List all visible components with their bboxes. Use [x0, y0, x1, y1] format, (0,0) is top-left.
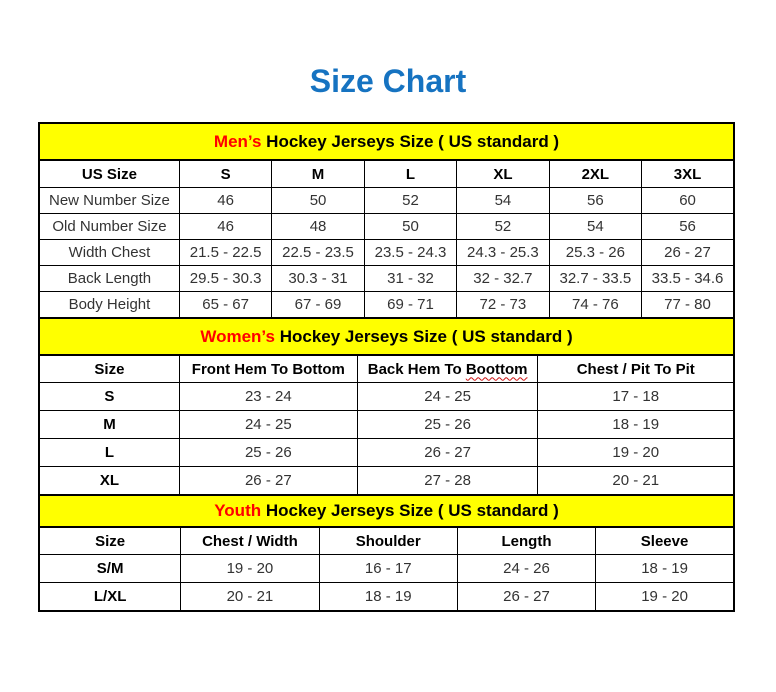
youth-size-value: 18 - 19	[596, 555, 734, 583]
youth-banner-row	[39, 495, 734, 527]
womens-banner-keyword: Women’s	[200, 326, 275, 346]
mens-column-header: 3XL	[642, 160, 734, 188]
mens-table-row	[39, 188, 734, 214]
womens-column-header: Chest / Pit To Pit	[538, 355, 734, 383]
mens-size-value: 72 - 73	[457, 292, 549, 319]
youth-size-value: 26 - 27	[457, 583, 595, 612]
mens-size-value: 77 - 80	[642, 292, 734, 319]
youth-section-banner	[39, 495, 734, 527]
youth-header-row	[39, 527, 734, 555]
mens-size-value: 52	[364, 188, 456, 214]
mens-size-value: 31 - 32	[364, 266, 456, 292]
womens-size-value: 24 - 25	[179, 411, 357, 439]
mens-banner-row	[39, 123, 734, 160]
youth-column-header: Shoulder	[319, 527, 457, 555]
mens-size-value: 22.5 - 23.5	[272, 240, 364, 266]
mens-size-value: 52	[457, 214, 549, 240]
mens-header-row	[39, 160, 734, 188]
womens-size-value: 25 - 26	[357, 411, 538, 439]
page-title: Size Chart	[309, 63, 467, 99]
youth-column-header: Length	[457, 527, 595, 555]
youth-size-table	[38, 494, 735, 612]
youth-table-row	[39, 555, 734, 583]
youth-size-value: 16 - 17	[319, 555, 457, 583]
mens-column-header: XL	[457, 160, 549, 188]
mens-column-header: 2XL	[549, 160, 641, 188]
mens-size-value: 32 - 32.7	[457, 266, 549, 292]
youth-size-value: 19 - 20	[596, 583, 734, 612]
womens-header-row	[39, 355, 734, 383]
youth-column-header: Sleeve	[596, 527, 734, 555]
womens-row-label: L	[39, 439, 179, 467]
mens-table-row	[39, 240, 734, 266]
mens-size-value: 29.5 - 30.3	[179, 266, 271, 292]
mens-row-label: Width Chest	[39, 240, 179, 266]
mens-section-banner	[39, 123, 734, 160]
mens-size-value: 26 - 27	[642, 240, 734, 266]
size-chart-tables	[38, 122, 735, 612]
mens-size-value: 56	[642, 214, 734, 240]
mens-size-value: 69 - 71	[364, 292, 456, 319]
womens-row-label: M	[39, 411, 179, 439]
womens-size-value: 23 - 24	[179, 383, 357, 411]
youth-banner-text: Hockey Jerseys Size ( US standard )	[261, 501, 559, 520]
misspelled-word: Boottom	[465, 360, 528, 378]
mens-size-value: 21.5 - 22.5	[179, 240, 271, 266]
womens-size-value: 25 - 26	[179, 439, 357, 467]
youth-size-value: 24 - 26	[457, 555, 595, 583]
mens-row-label: Old Number Size	[39, 214, 179, 240]
womens-table-row	[39, 439, 734, 467]
womens-table-row	[39, 467, 734, 496]
youth-row-label: L/XL	[39, 583, 181, 612]
mens-table-row	[39, 214, 734, 240]
mens-banner-keyword: Men’s	[213, 131, 262, 151]
mens-size-value: 33.5 - 34.6	[642, 266, 734, 292]
youth-banner-keyword: Youth	[214, 501, 262, 520]
womens-table-row	[39, 411, 734, 439]
mens-size-value: 50	[364, 214, 456, 240]
womens-column-header: Front Hem To Bottom	[179, 355, 357, 383]
mens-size-value: 74 - 76	[549, 292, 641, 319]
mens-size-value: 54	[549, 214, 641, 240]
mens-column-header: L	[364, 160, 456, 188]
mens-column-header: US Size	[39, 160, 179, 188]
womens-size-value: 20 - 21	[538, 467, 734, 496]
womens-banner-row	[39, 318, 734, 355]
womens-size-value: 27 - 28	[357, 467, 538, 496]
mens-size-value: 48	[272, 214, 364, 240]
mens-column-header: M	[272, 160, 364, 188]
womens-size-value: 18 - 19	[538, 411, 734, 439]
mens-table-row	[39, 292, 734, 319]
mens-size-value: 32.7 - 33.5	[549, 266, 641, 292]
mens-size-table	[38, 122, 735, 319]
column-header-text: Back Hem To	[367, 360, 466, 378]
mens-row-label: Back Length	[39, 266, 179, 292]
mens-row-label: Body Height	[39, 292, 179, 319]
mens-column-header: S	[179, 160, 271, 188]
womens-size-table	[38, 317, 735, 496]
womens-banner-text: Hockey Jerseys Size ( US standard )	[274, 326, 573, 346]
mens-size-value: 23.5 - 24.3	[364, 240, 456, 266]
womens-size-value: 26 - 27	[179, 467, 357, 496]
womens-row-label: S	[39, 383, 179, 411]
mens-size-value: 46	[179, 188, 271, 214]
mens-size-value: 50	[272, 188, 364, 214]
womens-size-value: 19 - 20	[538, 439, 734, 467]
mens-size-value: 67 - 69	[272, 292, 364, 319]
mens-banner-text: Hockey Jerseys Size ( US standard )	[261, 131, 560, 151]
womens-size-value: 26 - 27	[357, 439, 538, 467]
mens-size-value: 54	[457, 188, 549, 214]
womens-column-header: Size	[39, 355, 179, 383]
womens-size-value: 24 - 25	[357, 383, 538, 411]
mens-size-value: 30.3 - 31	[272, 266, 364, 292]
womens-table-row	[39, 383, 734, 411]
youth-column-header: Chest / Width	[181, 527, 319, 555]
mens-size-value: 60	[642, 188, 734, 214]
youth-size-value: 18 - 19	[319, 583, 457, 612]
youth-table-row	[39, 583, 734, 612]
youth-size-value: 20 - 21	[181, 583, 319, 612]
mens-row-label: New Number Size	[39, 188, 179, 214]
mens-table-row	[39, 266, 734, 292]
mens-size-value: 24.3 - 25.3	[457, 240, 549, 266]
mens-size-value: 56	[549, 188, 641, 214]
mens-size-value: 65 - 67	[179, 292, 271, 319]
womens-section-banner	[39, 318, 734, 355]
womens-column-header	[357, 355, 538, 383]
youth-column-header: Size	[39, 527, 181, 555]
womens-size-value: 17 - 18	[538, 383, 734, 411]
youth-row-label: S/M	[39, 555, 181, 583]
youth-size-value: 19 - 20	[181, 555, 319, 583]
mens-size-value: 25.3 - 26	[549, 240, 641, 266]
womens-row-label: XL	[39, 467, 179, 496]
mens-size-value: 46	[179, 214, 271, 240]
